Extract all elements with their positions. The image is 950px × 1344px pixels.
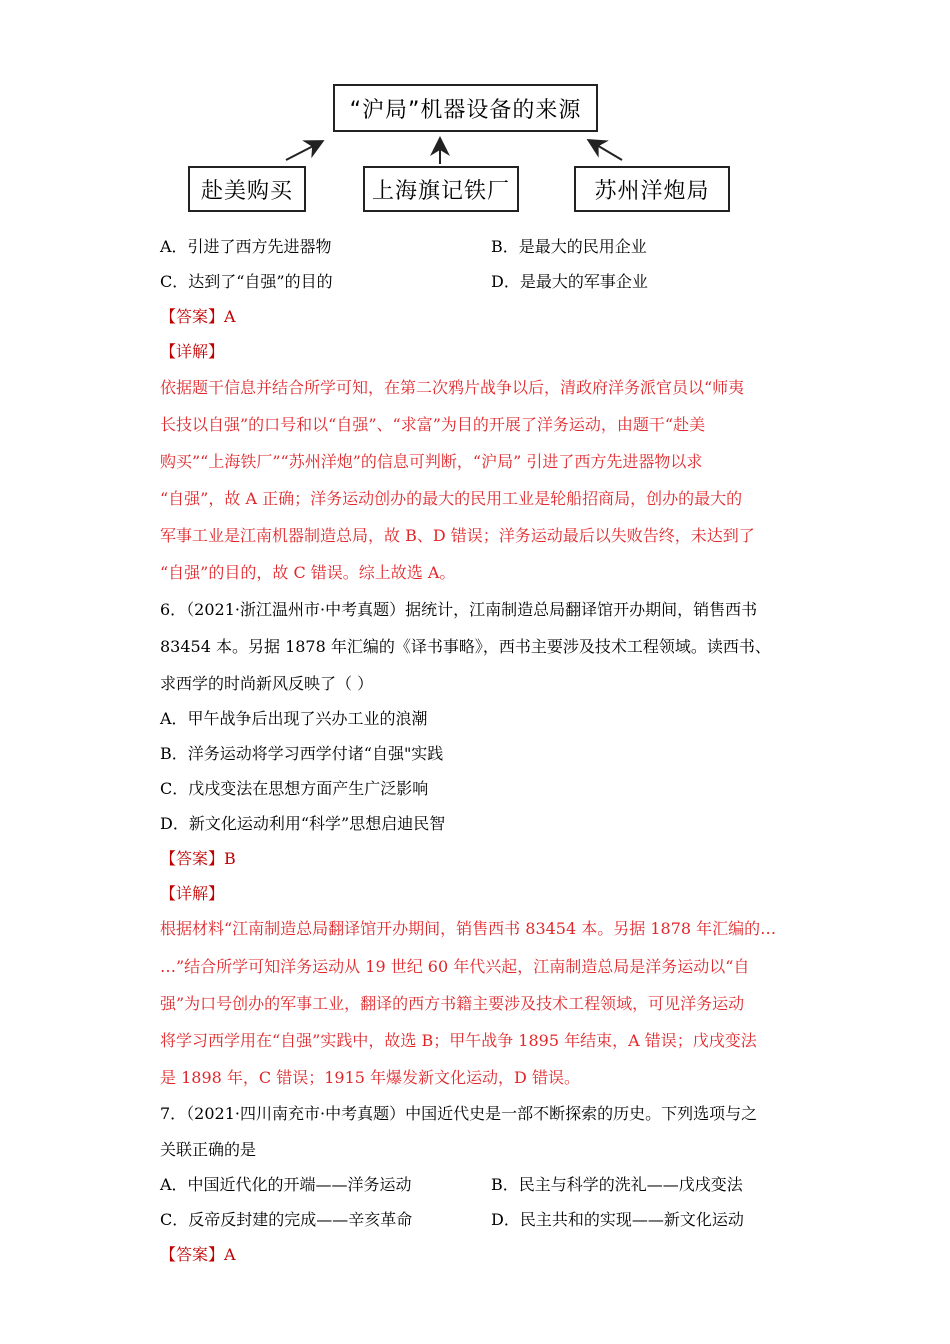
- q5-option-a: A．引进了西方先进器物: [160, 237, 332, 256]
- answer-value: A: [224, 307, 236, 326]
- q6-stem-line: 6．（2021·浙江温州市·中考真题）据统计，江南制造总局翻译馆开办期间，销售西书: [160, 600, 758, 619]
- q7-stem-line: 7．（2021·四川南充市·中考真题）中国近代史是一部不断探索的历史。下列选项与之: [160, 1104, 758, 1123]
- q5-explanation-line: “自强”的目的，故 C 错误。综上故选 A。: [160, 563, 456, 582]
- answer-tag: 【答案】: [160, 307, 225, 326]
- diagram-title-box: “沪局”机器设备的来源: [333, 84, 598, 132]
- q6-explanation-line: 强”为口号创办的军事工业，翻译的西方书籍主要涉及技术工程领域，可见洋务运动: [160, 994, 745, 1013]
- q7-option-c: C．反帝反封建的完成——辛亥革命: [160, 1210, 413, 1229]
- q6-option-d: D．新文化运动利用“科学”思想启迪民智: [160, 814, 446, 833]
- arrow-left: [286, 142, 321, 160]
- q6-answer: [160, 848, 236, 870]
- q6-stem-line: 求西学的时尚新风反映了（ ）: [160, 674, 374, 693]
- source-box-2: 上海旗记铁厂: [363, 166, 519, 212]
- q7-option-d: D．民主共和的实现——新文化运动: [491, 1210, 744, 1229]
- answer-tag: 【答案】: [160, 849, 225, 868]
- q5-option-b: B．是最大的民用企业: [491, 237, 647, 256]
- q6-explain-tag: 【详解】: [160, 884, 225, 903]
- arrow-right: [590, 141, 622, 160]
- q5-explanation-line: 购买”“上海铁厂”“苏州洋炮”的信息可判断，“沪局” 引进了西方先进器物以求: [160, 452, 703, 471]
- q5-option-d: D．是最大的军事企业: [491, 272, 648, 291]
- q5-option-c: C．达到了“自强”的目的: [160, 272, 333, 291]
- q6-option-a: A．甲午战争后出现了兴办工业的浪潮: [160, 709, 428, 728]
- answer-value: B: [224, 849, 236, 868]
- q5-explanation-line: “自强”，故 A 正确；洋务运动创办的最大的民用工业是轮船招商局，创办的最大的: [160, 489, 743, 508]
- q5-explanation-line: 长技以自强”的口号和以“自强”、“求富”为目的开展了洋务运动，由题干“赴美: [160, 415, 706, 434]
- q7-answer: [160, 1244, 236, 1266]
- source-diagram: [186, 84, 762, 216]
- answer-value: A: [224, 1245, 236, 1264]
- q6-option-c: C．戊戌变法在思想方面产生广泛影响: [160, 779, 429, 798]
- answer-tag: 【答案】: [160, 1245, 225, 1264]
- source-box-3: 苏州洋炮局: [574, 166, 730, 212]
- q5-explanation-line: 军事工业是江南机器制造总局，故 B、D 错误；洋务运动最后以失败告终，未达到了: [160, 526, 755, 545]
- q5-explain-tag: 【详解】: [160, 342, 225, 361]
- q6-option-b: B．洋务运动将学习西学付诸“自强"实践: [160, 744, 444, 763]
- q7-option-a: A．中国近代化的开端——洋务运动: [160, 1175, 412, 1194]
- q6-explanation-line: 将学习西学用在“自强”实践中，故选 B；甲午战争 1895 年结束，A 错误；戊戌变法: [160, 1031, 757, 1050]
- q7-stem-line: 关联正确的是: [160, 1140, 257, 1159]
- source-box-1: 赴美购买: [188, 166, 306, 212]
- q5-answer: [160, 306, 236, 328]
- q7-option-b: B．民主与科学的洗礼——戊戌变法: [491, 1175, 743, 1194]
- q5-explanation-line: 依据题干信息并结合所学可知，在第二次鸦片战争以后，清政府洋务派官员以“师夷: [160, 378, 745, 397]
- q6-explanation-line: 是 1898 年，C 错误；1915 年爆发新文化运动，D 错误。: [160, 1068, 580, 1087]
- q6-stem-line: 83454 本。另据 1878 年汇编的《译书事略》，西书主要涉及技术工程领域。读西书、: [160, 637, 771, 656]
- q6-explanation-line: …”结合所学可知洋务运动从 19 世纪 60 年代兴起，江南制造总局是洋务运动以“自: [160, 957, 750, 976]
- q6-explanation-line: 根据材料“江南制造总局翻译馆开办期间，销售西书 83454 本。另据 1878 年汇编的…: [160, 919, 777, 938]
